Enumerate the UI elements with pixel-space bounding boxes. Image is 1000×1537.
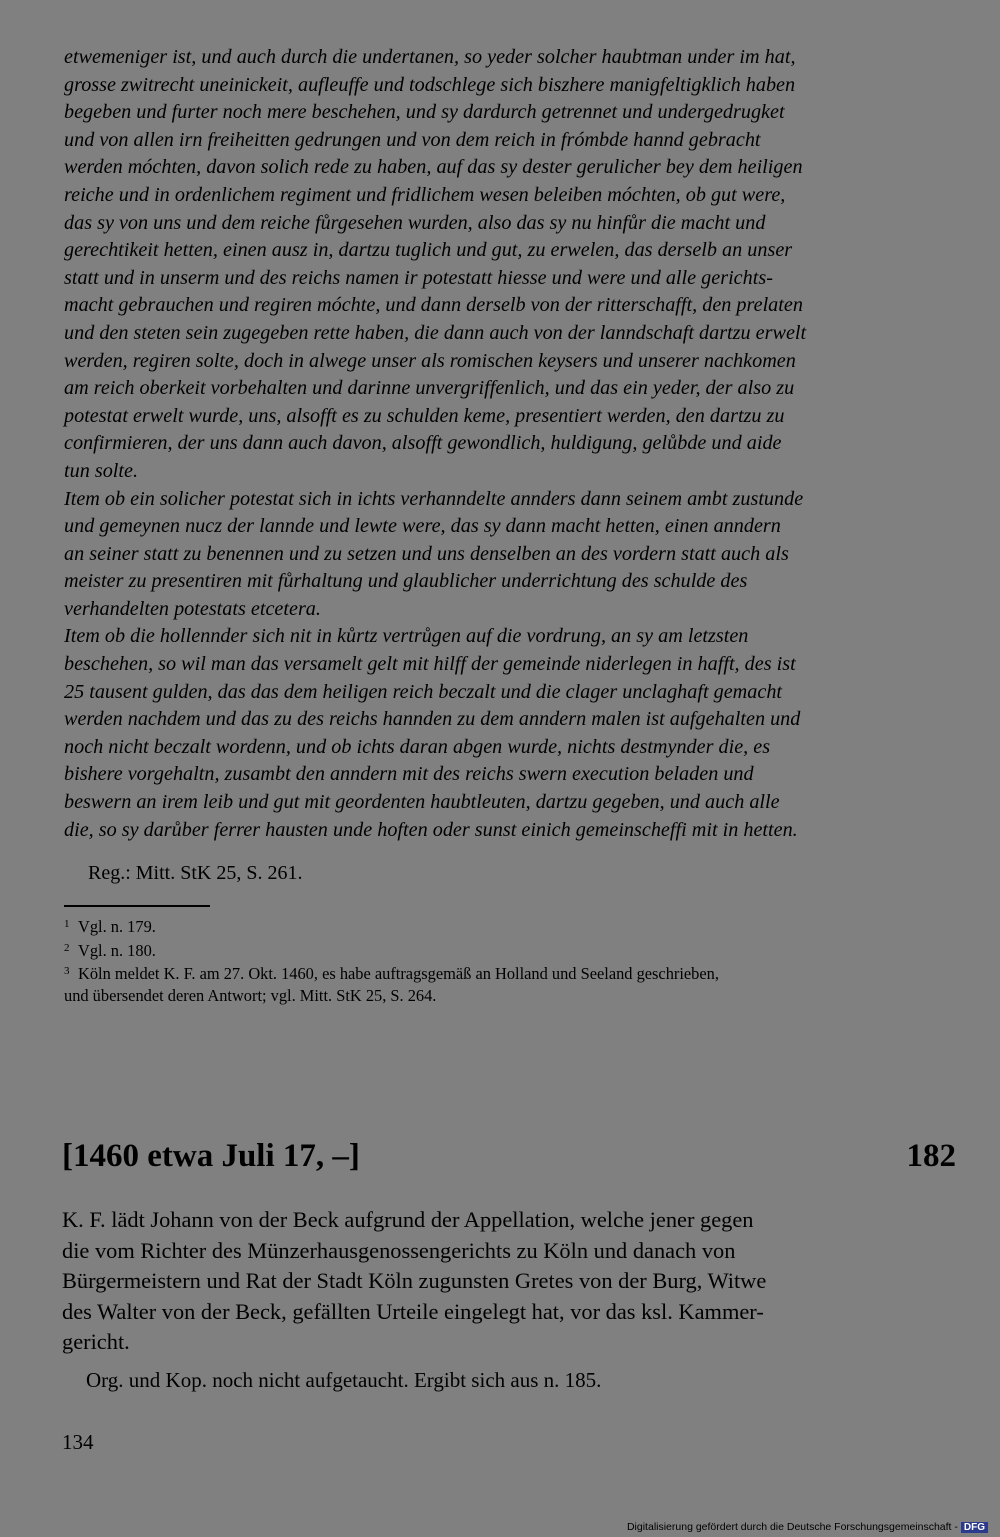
text-line: noch nicht beczalt wordenn, und ob ichts daran abgen wurde, nichts destmynder die, es [64, 735, 771, 758]
regest-reference: Reg.: Mitt. StK 25, S. 261. [88, 862, 303, 884]
text-line: potestat erwelt wurde, uns, alsofft es zu schulden keme, presentiert werden, den dartzu zu [64, 404, 785, 427]
text-line: die, so sy darůber ferrer hausten unde hoften oder sunst einich gemeinscheffi mit in hetten. [64, 818, 798, 841]
regest-line: die vom Richter des Münzerhausgenossengerichts zu Köln und danach von [62, 1237, 736, 1263]
footnote-mark: 2 [64, 941, 70, 954]
text-line: macht gebrauchen und regiren móchte, und dann derselb von der ritterschafft, den prelaten [64, 294, 803, 317]
regest-line: K. F. lädt Johann von der Beck aufgrund der Appellation, welche jener gegen [62, 1207, 754, 1232]
text-line: meister zu presentiren mit fůrhaltung und glaublicher underrichtung des schulde des [64, 570, 748, 593]
regest-summary [62, 1205, 956, 1358]
footnote [64, 961, 960, 985]
funding-credit-text: Digitalisierung gefördert durch die Deutsche Forschungsgemeinschaft - [626, 1521, 958, 1533]
regest-line: gericht. [62, 1329, 130, 1354]
footnote-continuation: und übersendet deren Antwort; vgl. Mitt. StK 25, S. 264. [64, 985, 437, 1005]
text-line: bishere vorgehaltn, zusambt den anndern mit des reichs swern execution beladen und [64, 763, 754, 786]
text-line: tun solte. [64, 459, 139, 482]
footnote-divider [64, 905, 210, 907]
text-line: Item ob die hollennder sich nit in kůrtz vertrůgen auf die vordrung, an sy am letzsten [64, 625, 749, 648]
footnote-mark: 1 [64, 918, 70, 930]
text-line: confirmieren, der uns dann auch davon, alsofft gewondlich, huldigung, gelůbde und aide [64, 432, 782, 455]
text-line: verhandelten potestats etcetera. [64, 597, 321, 620]
text-line: reiche und in ordenlichem regiment und fridlichem wesen beleiben móchten, ob gut were, [64, 183, 786, 206]
footnote-mark: 3 [64, 965, 70, 978]
dfg-logo: DFG [961, 1522, 988, 1533]
text-line: etwemeniger ist, und auch durch die undertanen, so yeder solcher haubtman under im hat, [64, 46, 796, 68]
footnote-text: Vgl. n. 179. [78, 917, 156, 936]
regest-line: Bürgermeistern und Rat der Stadt Köln zugunsten Gretes von der Burg, Witwe [62, 1268, 767, 1293]
text-line: werden, regiren solte, doch in alwege unser als romischen keysers und unserer nachkomen [64, 349, 796, 372]
text-line: am reich oberkeit vorbehalten und darinne unvergriffenlich, und das ein yeder, der also zu [64, 377, 795, 400]
entry-date: [1460 etwa Juli 17, –] [62, 1138, 360, 1174]
text-line: werden móchten, davon solich rede zu haben, auf das sy dester gerulicher bey dem heiligen [64, 156, 803, 179]
text-line: das sy von uns und dem reiche fůrgesehen wurden, also das sy nu hinfůr die macht und [64, 211, 766, 234]
funding-credit [627, 1521, 988, 1533]
text-line: beswern an irem leib und gut mit geordenten haubtleuten, dartzu gegeben, und auch alle [64, 791, 780, 814]
text-line: und von allen irn freiheitten gedrungen und von dem reich in frómbde hannd gebracht [64, 128, 761, 151]
text-line: Item ob ein solicher potestat sich in ichts verhanndelte annders dann seinem ambt zustunde [64, 487, 804, 510]
edition-text-block [64, 44, 960, 844]
text-line: an seiner statt zu benennen und zu setzen und uns denselben an des vordern statt auch als [64, 542, 789, 565]
text-line: statt und in unserm und des reichs namen ir potestatt hiesse und were und alle gerichts- [64, 266, 773, 289]
source-note: Org. und Kop. noch nicht aufgetaucht. Ergibt sich aus n. 185. [86, 1368, 602, 1392]
footnote [64, 938, 960, 962]
footnotes [64, 914, 960, 1006]
footnote [64, 914, 960, 938]
footnote-text: Vgl. n. 180. [78, 940, 156, 960]
text-line: begeben und furter noch mere beschehen, und sy dardurch getrennet und undergedrugket [64, 101, 785, 124]
footnote-text: Köln meldet K. F. am 27. Okt. 1460, es habe auftragsgemäß an Holland und Seeland geschrieben, [78, 964, 719, 984]
entry-number: 182 [906, 1138, 956, 1174]
regest-line: des Walter von der Beck, gefällten Urteile eingelegt hat, vor das ksl. Kammer- [62, 1298, 764, 1324]
text-line: beschehen, so wil man das versamelt gelt mit hilff der gemeinde niderlegen in hafft, des ist [64, 653, 796, 676]
text-line: grosse zwitrecht uneinickeit, aufleuffe und todschlege sich biszhere manigfeltigklich haben [64, 73, 796, 96]
page-number: 134 [62, 1430, 94, 1454]
text-line: und gemeynen nucz der lannde und lewte were, das sy dann macht hetten, einen anndern [64, 515, 781, 538]
text-line: und den steten sein zugegeben rette haben, die dann auch von der lanndschaft dartzu erwelt [64, 321, 807, 344]
text-line: werden nachdem und das zu des reichs hannden zu dem anndern malen ist aufgehalten und [64, 708, 801, 731]
text-line: gerechtikeit hetten, einen ausz in, dartzu tuglich und gut, zu erwelen, das derselb an unser [64, 239, 793, 262]
text-line: 25 tausent gulden, das das dem heiligen reich beczalt und die clager unclaghaft gemacht [64, 680, 783, 703]
